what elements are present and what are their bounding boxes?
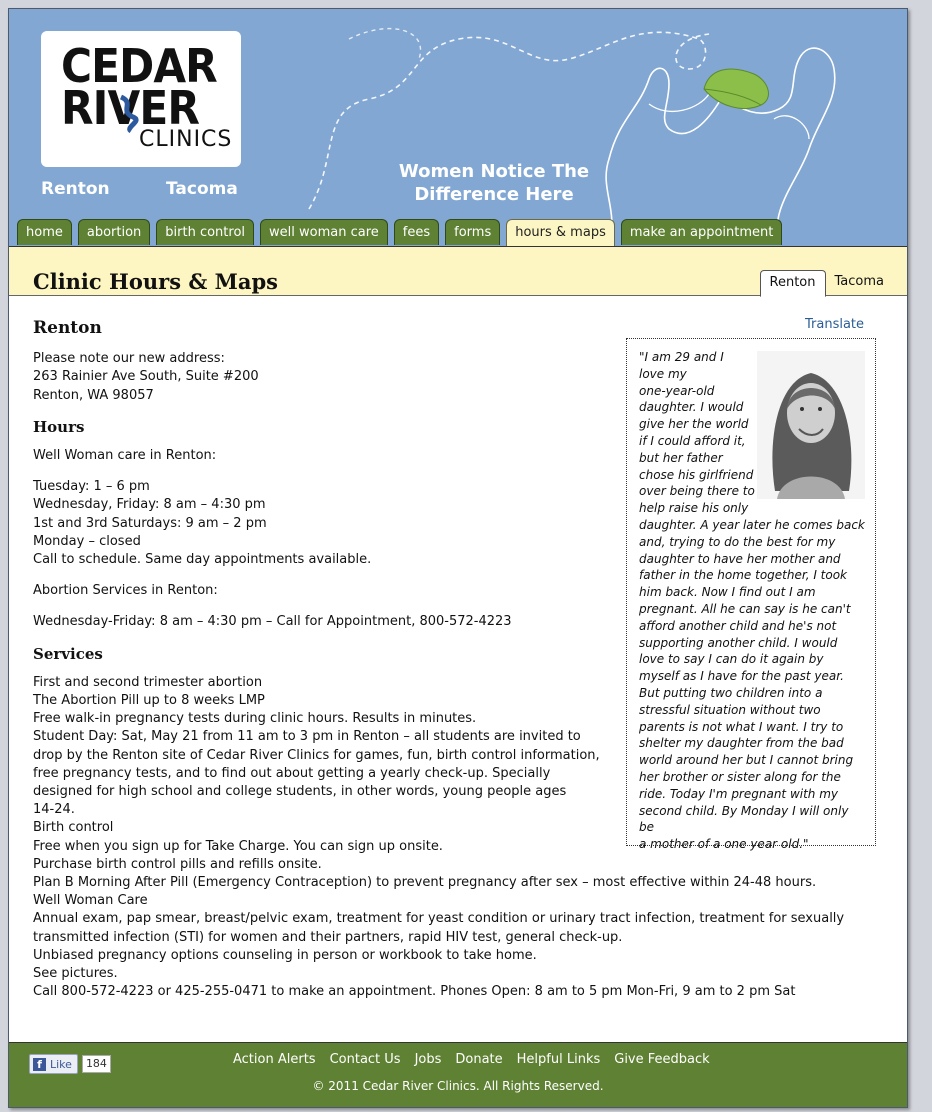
hours-line: Call to schedule. Same day appointments available.: [33, 552, 372, 568]
service-line: First and second trimester abortion: [33, 674, 263, 690]
quote-line: daughter. I would: [639, 400, 744, 415]
footer-link-donate[interactable]: Donate: [455, 1052, 503, 1067]
service-line: The Abortion Pill up to 8 weeks LMP: [33, 693, 265, 709]
quote-line: love to say I can do it again by: [639, 652, 824, 667]
quote-line: her brother or sister along for the: [639, 769, 841, 784]
quote-line: help raise his only: [639, 501, 749, 516]
quote-line: daughter. A year later he comes back: [639, 517, 865, 532]
tab-make-appointment[interactable]: make an appointment: [621, 219, 783, 245]
quote-line: him back. Now I find out I am: [639, 585, 816, 600]
quote-line: shelter my daughter from the bad: [639, 736, 844, 751]
site-footer: [9, 1042, 907, 1108]
quote-line: but her father: [639, 450, 723, 465]
title-band: [9, 246, 907, 296]
service-line: Birth control: [33, 820, 114, 836]
facebook-icon: f: [33, 1058, 46, 1071]
testimonial-box: [626, 338, 876, 852]
site-header: [9, 9, 907, 246]
service-line: Call 800-572-4223 or 425-255-0471 to make an appointment. Phones Open: 8 am to 5 pm Mon-Fri, 9 am to 2 pm Sat: [33, 984, 796, 1000]
service-line: Well Woman Care: [33, 893, 148, 909]
services-heading: Services: [33, 644, 103, 663]
main-nav: [17, 219, 782, 246]
testimonial-quote: [639, 349, 867, 853]
quote-line: and, trying to do the best for my: [639, 534, 836, 549]
quote-line: love my: [639, 366, 687, 381]
service-line: Unbiased pregnancy options counseling in person or workbook to take home.: [33, 947, 537, 963]
page-title: Clinic Hours & Maps: [33, 269, 278, 294]
service-line: Free walk-in pregnancy tests during clinic hours. Results in minutes.: [33, 711, 477, 727]
site-logo[interactable]: [41, 31, 241, 167]
footer-link-jobs[interactable]: Jobs: [414, 1052, 442, 1067]
quote-line: supporting another child. I would: [639, 635, 838, 650]
quote-line: world around her but I cannot bring: [639, 753, 854, 768]
tab-abortion[interactable]: abortion: [78, 219, 150, 245]
quote-line: one-year-old: [639, 383, 715, 398]
location-tab-tacoma[interactable]: Tacoma: [834, 274, 884, 289]
hours-line: Tuesday: 1 – 6 pm: [33, 479, 150, 495]
address-block: [33, 350, 623, 405]
city-renton-label: Renton: [41, 179, 110, 199]
city-tacoma-label: Tacoma: [166, 179, 238, 199]
logo-line-river: RIVER: [61, 81, 199, 135]
logo-line-clinics: CLINICS: [139, 127, 233, 152]
logo-line-cedar: CEDAR: [61, 39, 217, 93]
quote-line: give her the world: [639, 417, 749, 432]
wwc-intro: Well Woman care in Renton:: [33, 448, 217, 464]
hours-line: Monday – closed: [33, 533, 141, 549]
quote-line: over being there to: [639, 484, 755, 499]
location-heading: Renton: [33, 318, 102, 338]
hours-line: 1st and 3rd Saturdays: 9 am – 2 pm: [33, 515, 267, 531]
translate-link[interactable]: Translate: [805, 317, 865, 332]
service-line: designed for high school and college students, in other words, young people ages: [33, 784, 567, 800]
tab-fees[interactable]: fees: [394, 219, 439, 245]
hours-line: Wednesday, Friday: 8 am – 4:30 pm: [33, 497, 266, 513]
tab-hours-maps[interactable]: hours & maps: [506, 219, 615, 246]
page-frame: [8, 8, 908, 1108]
tab-birth-control[interactable]: birth control: [156, 219, 254, 245]
tab-forms[interactable]: forms: [445, 219, 500, 245]
wwc-hours: [33, 478, 623, 569]
like-count: 184: [82, 1055, 111, 1073]
address-intro: Please note our new address:: [33, 351, 225, 367]
quote-line: father in the home together, I took: [639, 568, 848, 583]
quote-line: myself as I have for the past year.: [639, 669, 844, 684]
tab-well-woman-care[interactable]: well woman care: [260, 219, 388, 245]
service-line: drop by the Renton site of Cedar River Clinics for games, fun, birth control information,: [33, 747, 600, 763]
footer-link-action-alerts[interactable]: Action Alerts: [233, 1052, 316, 1067]
hours-heading: Hours: [33, 417, 85, 436]
facebook-like-widget: [29, 1054, 111, 1074]
quote-line: pregnant. All he can say is he can't: [639, 601, 851, 616]
copyright: © 2011 Cedar River Clinics. All Rights Reserved.: [312, 1079, 604, 1093]
footer-links: [233, 1052, 710, 1067]
river-wave-icon: [117, 93, 139, 133]
quote-line: second child. By Monday I will only be: [639, 803, 849, 835]
quote-line: a mother of a one year old.": [639, 837, 809, 852]
tagline-line1: Women Notice The: [398, 161, 590, 182]
service-line: 14-24.: [33, 802, 75, 818]
see-pictures-link[interactable]: See pictures.: [33, 966, 118, 982]
address-line: 263 Rainier Ave South, Suite #200: [33, 369, 259, 385]
quote-line: ride. Today I'm pregnant with my: [639, 786, 839, 801]
quote-line: parents is not what I want. I try to: [639, 719, 844, 734]
service-line: free pregnancy tests, and to find out about getting a yearly check-up. Specially: [33, 765, 551, 781]
abortion-intro: Abortion Services in Renton:: [33, 583, 218, 599]
service-line: Plan B Morning After Pill (Emergency Contraception) to prevent pregnancy after sex – most effective within 24-48 hours.: [33, 875, 817, 891]
quote-line: if I could afford it,: [639, 433, 746, 448]
quote-line: chose his girlfriend: [639, 467, 754, 482]
tagline: [389, 160, 599, 206]
quote-line: "I am 29 and I: [639, 350, 724, 364]
quote-line: stressful situation without two: [639, 702, 821, 717]
footer-link-contact-us[interactable]: Contact Us: [329, 1052, 401, 1067]
facebook-like-button[interactable]: [29, 1054, 78, 1074]
quote-line: But putting two children into a: [639, 685, 823, 700]
service-line: Purchase birth control pills and refills onsite.: [33, 856, 322, 872]
tab-home[interactable]: home: [17, 219, 72, 245]
quote-line: daughter to have her mother and: [639, 551, 841, 566]
service-line: Student Day: Sat, May 21 from 11 am to 3 pm in Renton – all students are invited to: [33, 729, 581, 745]
service-line: Free when you sign up for Take Charge. You can sign up onsite.: [33, 838, 443, 854]
quote-line: afford another child and he's not: [639, 618, 837, 633]
service-line: Annual exam, pap smear, breast/pelvic exam, treatment for yeast condition or urinary tract infection, treatment for sexually: [33, 911, 845, 927]
like-label: Like: [50, 1057, 72, 1071]
location-tabs: [760, 270, 893, 297]
service-line: transmitted infection (STI) for women and their partners, rapid HIV test, general check-up.: [33, 929, 623, 945]
tagline-line2: Difference Here: [414, 184, 574, 205]
abortion-hours: Wednesday-Friday: 8 am – 4:30 pm – Call for Appointment, 800-572-4223: [33, 614, 512, 630]
footer-link-helpful-links[interactable]: Helpful Links: [516, 1052, 601, 1067]
footer-link-give-feedback[interactable]: Give Feedback: [614, 1052, 710, 1067]
address-line: Renton, WA 98057: [33, 387, 154, 403]
location-tab-renton[interactable]: Renton: [760, 270, 826, 297]
